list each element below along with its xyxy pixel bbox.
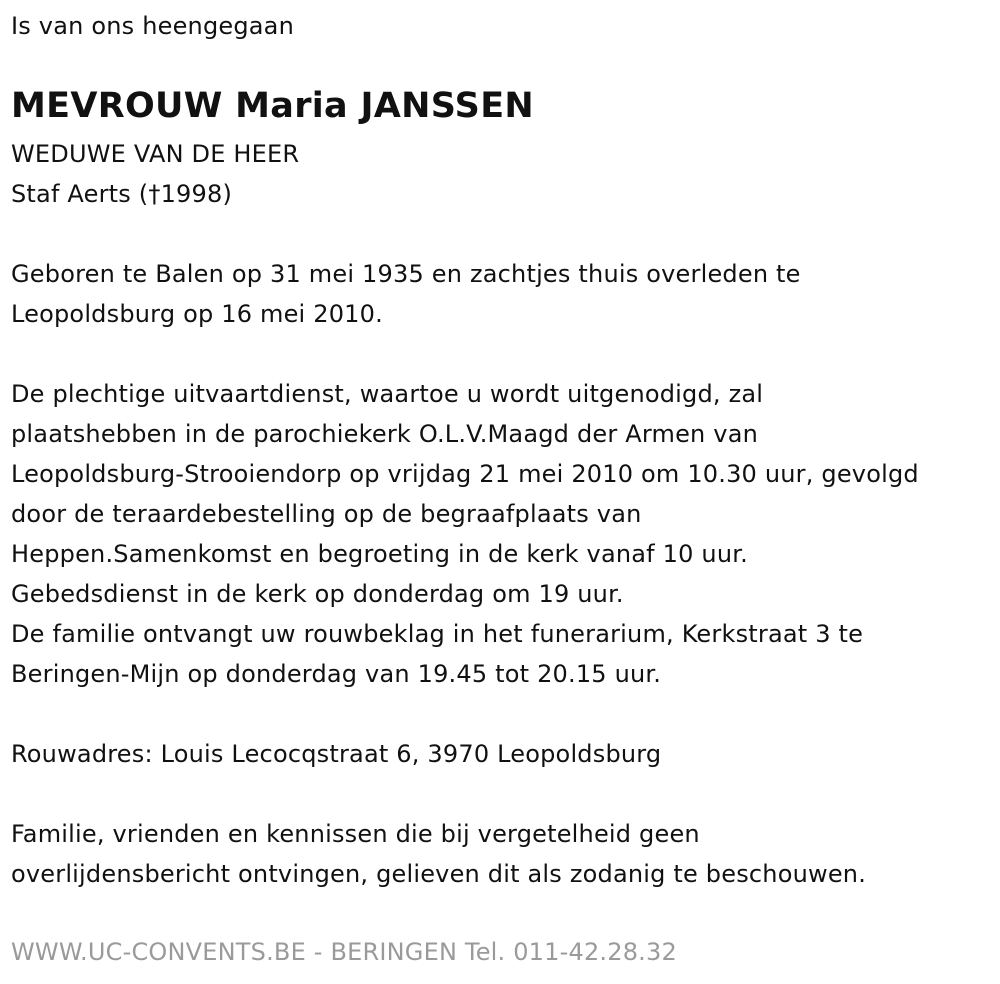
widow-line: WEDUWE VAN DE HEER — [11, 140, 300, 168]
intro-text: Is van ons heengegaan — [11, 12, 295, 40]
birth-death-line-2: Leopoldsburg op 16 mei 2010. — [11, 300, 383, 328]
deceased-name: MEVROUW Maria JANSSEN — [11, 86, 534, 126]
service-line-6: Gebedsdienst in de kerk op donderdag om 19 uur. — [11, 580, 624, 608]
birth-death-line-1: Geboren te Balen op 31 mei 1935 en zachtjes thuis overleden te — [11, 260, 801, 288]
service-line-1: De plechtige uitvaartdienst, waartoe u wordt uitgenodigd, zal — [11, 380, 764, 408]
service-line-5: Heppen.Samenkomst en begroeting in de kerk vanaf 10 uur. — [11, 540, 748, 568]
footer-contact: WWW.UC-CONVENTS.BE - BERINGEN Tel. 011-42.28.32 — [11, 938, 677, 966]
service-line-4: door de teraardebestelling op de begraafplaats van — [11, 500, 642, 528]
notice-line-1: Familie, vrienden en kennissen die bij vergetelheid geen — [11, 820, 700, 848]
mourning-address: Rouwadres: Louis Lecocqstraat 6, 3970 Leopoldsburg — [11, 740, 662, 768]
spouse-line: Staf Aerts (†1998) — [11, 180, 233, 208]
service-line-7: De familie ontvangt uw rouwbeklag in het funerarium, Kerkstraat 3 te — [11, 620, 864, 648]
service-line-3: Leopoldsburg-Strooiendorp op vrijdag 21 mei 2010 om 10.30 uur, gevolgd — [11, 460, 919, 488]
service-line-8: Beringen-Mijn op donderdag van 19.45 tot 20.15 uur. — [11, 660, 662, 688]
service-line-2: plaatshebben in de parochiekerk O.L.V.Maagd der Armen van — [11, 420, 759, 448]
notice-line-2: overlijdensbericht ontvingen, gelieven dit als zodanig te beschouwen. — [11, 860, 867, 888]
